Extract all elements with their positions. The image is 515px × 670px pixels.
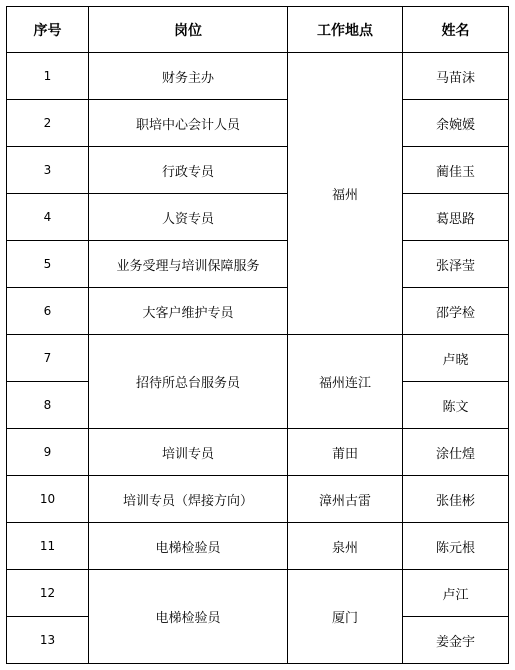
cell-name: 余婉媛: [403, 100, 509, 147]
table-row: [7, 335, 509, 382]
table-row: [7, 288, 509, 335]
cell-location: 福州连江: [288, 335, 403, 429]
cell-name: 邵学检: [403, 288, 509, 335]
cell-location: 福州: [288, 53, 403, 335]
cell-position: 职培中心会计人员: [89, 100, 288, 147]
header-location: 工作地点: [288, 7, 403, 53]
table-row: [7, 194, 509, 241]
cell-no: 4: [7, 194, 89, 241]
table-row: [7, 429, 509, 476]
header-row: [7, 7, 509, 53]
table-row: [7, 570, 509, 617]
cell-name: 陈元根: [403, 523, 509, 570]
cell-no: 13: [7, 617, 89, 664]
cell-name: 张泽莹: [403, 241, 509, 288]
cell-location: 漳州古雷: [288, 476, 403, 523]
header-name: 姓名: [403, 7, 509, 53]
cell-position: 人资专员: [89, 194, 288, 241]
table-row: [7, 241, 509, 288]
cell-position: 电梯检验员: [89, 570, 288, 664]
cell-no: 7: [7, 335, 89, 382]
cell-name: 姜金宇: [403, 617, 509, 664]
cell-position: 财务主办: [89, 53, 288, 100]
cell-no: 1: [7, 53, 89, 100]
cell-position: 培训专员: [89, 429, 288, 476]
cell-position: 电梯检验员: [89, 523, 288, 570]
cell-name: 蔺佳玉: [403, 147, 509, 194]
staff-table: [6, 6, 509, 664]
cell-no: 8: [7, 382, 89, 429]
cell-name: 马苗沫: [403, 53, 509, 100]
header-position: 岗位: [89, 7, 288, 53]
table-row: [7, 147, 509, 194]
cell-position: 培训专员（焊接方向）: [89, 476, 288, 523]
cell-no: 6: [7, 288, 89, 335]
cell-position: 大客户维护专员: [89, 288, 288, 335]
table-row: [7, 100, 509, 147]
cell-position: 行政专员: [89, 147, 288, 194]
cell-no: 5: [7, 241, 89, 288]
table-row: [7, 53, 509, 100]
cell-no: 3: [7, 147, 89, 194]
cell-name: 张佳彬: [403, 476, 509, 523]
cell-name: 卢江: [403, 570, 509, 617]
cell-name: 葛思路: [403, 194, 509, 241]
cell-location: 莆田: [288, 429, 403, 476]
cell-no: 2: [7, 100, 89, 147]
cell-no: 9: [7, 429, 89, 476]
cell-location: 泉州: [288, 523, 403, 570]
cell-no: 10: [7, 476, 89, 523]
table-row: [7, 523, 509, 570]
table-row: [7, 476, 509, 523]
cell-location: 厦门: [288, 570, 403, 664]
cell-name: 卢晓: [403, 335, 509, 382]
cell-position: 招待所总台服务员: [89, 335, 288, 429]
cell-position: 业务受理与培训保障服务: [89, 241, 288, 288]
cell-name: 涂仕煌: [403, 429, 509, 476]
cell-no: 11: [7, 523, 89, 570]
cell-name: 陈文: [403, 382, 509, 429]
header-no: 序号: [7, 7, 89, 53]
cell-no: 12: [7, 570, 89, 617]
